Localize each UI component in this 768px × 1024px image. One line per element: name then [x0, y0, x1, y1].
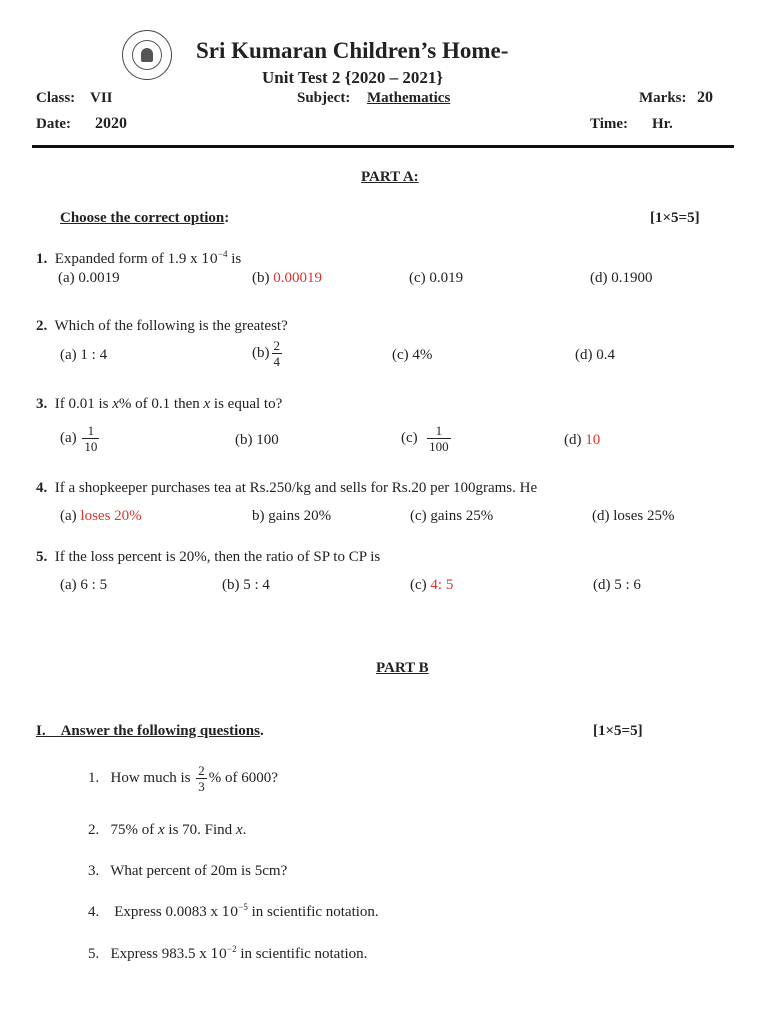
- question-text-end: in scientific notation.: [240, 946, 368, 962]
- question-number: 4.: [36, 480, 48, 496]
- option-label: (c): [401, 429, 418, 446]
- question-number: 5.: [36, 549, 48, 565]
- question-4: [36, 480, 537, 497]
- q2-option-d: (d) 0.4: [575, 347, 615, 363]
- question-text-end: in scientific notation.: [251, 904, 379, 920]
- question-number: 3.: [88, 863, 100, 879]
- denominator: 4: [273, 354, 280, 369]
- question-text-end: .: [242, 822, 247, 838]
- seal-inner-ring: [132, 40, 162, 70]
- question-text: Express 0.0083 x: [114, 904, 218, 920]
- part-a-instruction-colon: :: [224, 210, 230, 226]
- time-value: Hr.: [652, 116, 673, 132]
- denominator: 10: [84, 439, 98, 454]
- question-1: [36, 249, 241, 268]
- fraction: [82, 423, 99, 454]
- header-divider: [32, 145, 734, 148]
- question-number: 4.: [88, 904, 100, 920]
- question-text-mid: is 70. Find: [168, 822, 233, 838]
- variable-x: x: [235, 822, 243, 838]
- question-text: If the loss percent is 20%, then the ratio of SP to CP is: [54, 549, 381, 565]
- q5-option-a: (a) 6 : 5: [60, 577, 108, 593]
- power-base: 10: [210, 947, 228, 962]
- question-number: 2.: [36, 318, 48, 334]
- q4-option-d: (d) loses 25%: [592, 508, 675, 524]
- q3-option-d: [564, 432, 600, 449]
- section-number: I.: [36, 723, 46, 739]
- part-b-instruction: [36, 723, 264, 740]
- part-a-instruction-text: Choose the correct option: [60, 210, 225, 226]
- part-b-question-1: [88, 763, 278, 794]
- question-text: Which of the following is the greatest?: [54, 318, 288, 334]
- class-value: VII: [90, 90, 113, 106]
- q3-option-a: [60, 423, 101, 454]
- option-label: (b): [252, 270, 270, 286]
- question-text: If 0.01 is: [54, 396, 109, 412]
- part-b-question-4: [88, 902, 379, 921]
- option-label: (a): [60, 508, 77, 524]
- subject-label: Subject:: [297, 90, 351, 106]
- question-number: 1.: [88, 769, 100, 786]
- part-a-instruction: [60, 210, 229, 227]
- q4-option-b: b) gains 20%: [252, 508, 332, 524]
- question-text-end: is: [231, 251, 242, 267]
- question-text: What percent of 20m is 5cm?: [110, 863, 288, 879]
- denominator: 3: [198, 779, 205, 794]
- q5-option-b: (b) 5 : 4: [222, 577, 270, 593]
- q5-option-c: [410, 577, 453, 594]
- part-b-marks: [1×5=5]: [593, 723, 643, 739]
- time-label: Time:: [590, 116, 629, 132]
- marked-answer: loses 20%: [80, 508, 142, 524]
- q3-option-c: [401, 423, 453, 454]
- question-2: [36, 318, 288, 335]
- part-b-question-3: [88, 863, 287, 880]
- part-a-marks: [1×5=5]: [650, 210, 700, 226]
- q4-option-a: [60, 508, 142, 525]
- variable-x: x: [112, 396, 119, 412]
- q2-option-a: (a) 1 : 4: [60, 347, 108, 363]
- question-number: 2.: [88, 822, 100, 838]
- numerator: 1: [435, 423, 443, 438]
- question-text-mid: % of 0.1 then: [118, 396, 200, 412]
- question-text-end: is equal to?: [213, 396, 283, 412]
- school-seal-logo: [122, 30, 172, 80]
- option-label: (d): [564, 432, 582, 448]
- question-text: 75% of: [110, 822, 155, 838]
- q5-option-d: (d) 5 : 6: [593, 577, 641, 593]
- question-text: If a shopkeeper purchases tea at Rs.250/kg and sells for Rs.20 per 100grams. He: [54, 480, 538, 496]
- power-exponent: −2: [227, 944, 237, 954]
- power-base: 10: [221, 905, 239, 920]
- date-value: 2020: [95, 115, 127, 132]
- variable-x: x: [158, 822, 165, 838]
- part-b-title: PART B: [376, 660, 429, 676]
- q1-option-a: (a) 0.0019: [58, 270, 120, 286]
- q4-option-c: (c) gains 25%: [410, 508, 494, 524]
- question-number: 1.: [36, 251, 48, 267]
- option-label: (c): [410, 577, 427, 593]
- q2-option-c: (c) 4%: [392, 347, 433, 363]
- numerator: 1: [87, 423, 95, 438]
- part-b-question-2: [88, 822, 246, 839]
- power-exponent: −4: [217, 249, 228, 259]
- power-exponent: −5: [238, 902, 248, 912]
- seal-emblem-icon: [141, 48, 153, 62]
- question-number: 3.: [36, 396, 48, 412]
- q1-option-c: (c) 0.019: [409, 270, 464, 286]
- option-label: (b): [252, 344, 270, 361]
- question-5: [36, 549, 380, 566]
- marks-value: 20: [697, 89, 713, 106]
- option-label: (a): [60, 429, 77, 446]
- denominator: 100: [429, 439, 449, 454]
- question-3: [36, 396, 282, 413]
- marked-answer: 4: 5: [430, 577, 454, 593]
- class-label: Class:: [36, 90, 76, 106]
- q1-option-d: (d) 0.1900: [590, 270, 653, 286]
- question-text: How much is: [110, 769, 191, 786]
- marked-answer: 0.00019: [273, 270, 322, 286]
- unit-test-title: Unit Test 2 {2020 – 2021}: [262, 68, 444, 87]
- question-number: 5.: [88, 946, 100, 962]
- q1-option-b: [252, 270, 322, 287]
- variable-x: x: [203, 396, 211, 412]
- part-b-question-5: [88, 944, 367, 963]
- date-label: Date:: [36, 116, 71, 132]
- school-name: Sri Kumaran Children’s Home-: [196, 38, 509, 63]
- part-a-title: PART A:: [361, 169, 419, 185]
- part-b-instruction-period: .: [259, 723, 264, 739]
- subject-value: Mathematics: [367, 90, 451, 106]
- fraction: [272, 338, 283, 369]
- power-base: 10: [201, 252, 218, 267]
- marked-answer: 10: [585, 432, 601, 448]
- numerator: 2: [198, 763, 205, 778]
- question-text: Express 983.5 x: [110, 946, 207, 962]
- part-b-instruction-text: Answer the following questions: [60, 723, 260, 739]
- fraction: [196, 763, 207, 794]
- q2-option-b: [252, 338, 284, 369]
- fraction: [427, 423, 451, 454]
- question-text-end: % of 6000?: [208, 769, 278, 786]
- numerator: 2: [273, 338, 280, 353]
- q3-option-b: (b) 100: [235, 432, 279, 448]
- question-text: Expanded form of 1.9 x: [54, 251, 198, 267]
- marks-label: Marks:: [639, 90, 687, 106]
